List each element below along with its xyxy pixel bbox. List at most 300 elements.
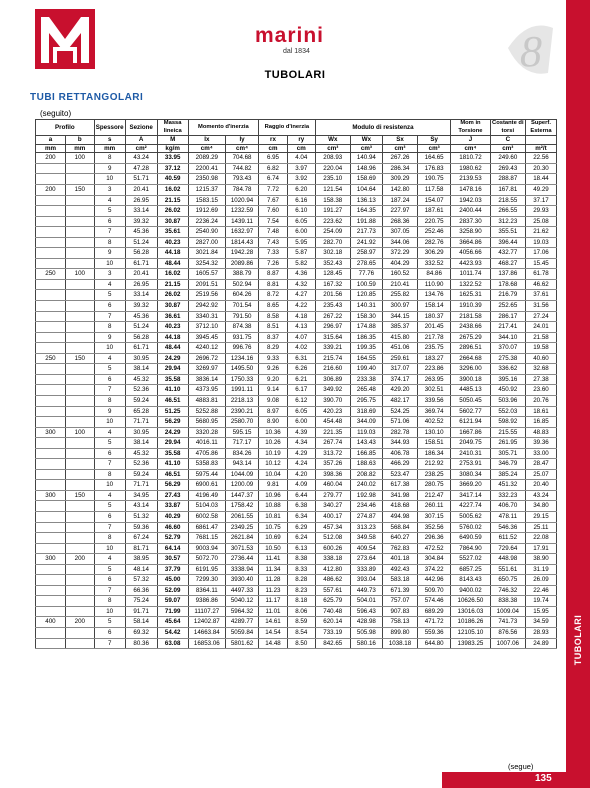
- table-cell: 7.72: [259, 185, 288, 196]
- table-cell: 45.36: [125, 227, 157, 238]
- table-row: [36, 227, 557, 238]
- table-cell: 5040.12: [225, 596, 258, 607]
- table-cell: 4196.49: [188, 490, 225, 501]
- table-cell: 874.38: [225, 322, 258, 333]
- table-cell: 34.95: [125, 490, 157, 501]
- table-cell: 1478.16: [451, 185, 490, 196]
- table-cell: 274.87: [350, 511, 382, 522]
- table-cell: 10.26: [259, 438, 288, 449]
- table-row: [36, 469, 557, 480]
- table-cell: 23.60: [525, 385, 556, 396]
- table-row: [36, 585, 557, 596]
- table-cell: 43.24: [125, 153, 157, 164]
- table-cell: 167.32: [315, 279, 350, 290]
- table-cell: 793.43: [225, 174, 258, 185]
- table-cell: 3.92: [287, 174, 315, 185]
- table-cell: 5: [94, 438, 125, 449]
- table-cell: 344.09: [350, 417, 382, 428]
- table-cell: [36, 480, 66, 491]
- table-cell: 8.18: [287, 596, 315, 607]
- table-cell: 75.24: [125, 596, 157, 607]
- table-cell: 1038.18: [382, 638, 417, 649]
- header-spessore: Spessore: [94, 120, 125, 136]
- table-cell: 66.36: [125, 585, 157, 596]
- table-cell: [36, 174, 66, 185]
- table-row: [36, 596, 557, 607]
- table-cell: [36, 374, 66, 385]
- table-cell: 69.32: [125, 627, 157, 638]
- table-cell: 390.70: [315, 395, 350, 406]
- table-cell: 223.86: [418, 364, 451, 375]
- table-cell: [65, 290, 94, 301]
- side-tab-label: TUBOLARI: [573, 614, 583, 666]
- table-cell: 701.54: [225, 301, 258, 312]
- table-cell: 30.95: [125, 353, 157, 364]
- table-cell: 20.76: [525, 395, 556, 406]
- table-cell: 8.23: [287, 585, 315, 596]
- table-cell: 36.61: [157, 311, 188, 322]
- table-cell: 2410.31: [451, 448, 490, 459]
- table-cell: 3071.53: [225, 543, 258, 554]
- table-cell: 15.95: [525, 606, 556, 617]
- table-cell: 512.08: [315, 533, 350, 544]
- table-cell: [36, 511, 66, 522]
- table-cell: 784.78: [225, 185, 258, 196]
- table-cell: 46.62: [525, 279, 556, 290]
- header-symbol: C: [490, 136, 525, 145]
- table-cell: 128.45: [315, 269, 350, 280]
- table-cell: [65, 174, 94, 185]
- continued-bottom-label: (segue): [508, 762, 534, 771]
- header-symbol: Wx: [315, 136, 350, 145]
- table-cell: 1215.37: [188, 185, 225, 196]
- table-cell: 117.58: [418, 185, 451, 196]
- table-cell: 8.38: [287, 554, 315, 565]
- table-cell: 25.11: [525, 522, 556, 533]
- table-cell: 28.47: [525, 459, 556, 470]
- table-cell: 3269.97: [188, 364, 225, 375]
- table-cell: 4: [94, 490, 125, 501]
- table-cell: 2089.29: [188, 153, 225, 164]
- table-cell: 164.55: [350, 353, 382, 364]
- table-row: [36, 427, 557, 438]
- table-cell: 478.11: [490, 511, 525, 522]
- table-cell: 22.46: [525, 585, 556, 596]
- table-cell: 27.38: [525, 374, 556, 385]
- table-cell: 8.72: [259, 290, 288, 301]
- header-symbol: Ix: [188, 136, 225, 145]
- table-cell: [65, 606, 94, 617]
- table-cell: 650.75: [490, 575, 525, 586]
- table-cell: 11.17: [259, 596, 288, 607]
- header-massa: Massa lineica: [157, 120, 188, 136]
- table-cell: 385.37: [382, 322, 417, 333]
- table-cell: 741.73: [490, 617, 525, 628]
- table-cell: [65, 332, 94, 343]
- table-cell: 158.14: [418, 301, 451, 312]
- table-cell: 10: [94, 480, 125, 491]
- table-cell: 46.51: [157, 395, 188, 406]
- table-cell: 717.17: [225, 438, 258, 449]
- table-cell: 119.03: [350, 427, 382, 438]
- table-cell: 598.92: [490, 417, 525, 428]
- table-cell: 1991.11: [225, 385, 258, 396]
- table-cell: 8.81: [259, 279, 288, 290]
- table-cell: 9.33: [259, 353, 288, 364]
- table-cell: [65, 438, 94, 449]
- section-subtitle: TUBI RETTANGOLARI: [30, 92, 144, 103]
- table-cell: 10: [94, 543, 125, 554]
- table-cell: 7.60: [259, 206, 288, 217]
- table-cell: 406.70: [490, 501, 525, 512]
- table-cell: 4.29: [287, 448, 315, 459]
- table-cell: 557.61: [315, 585, 350, 596]
- table-cell: 449.73: [350, 585, 382, 596]
- table-row: [36, 248, 557, 259]
- table-cell: 200: [36, 185, 66, 196]
- table-cell: 454.48: [315, 417, 350, 428]
- table-cell: 671.39: [382, 585, 417, 596]
- table-cell: 3.97: [287, 163, 315, 174]
- table-cell: 40.59: [157, 174, 188, 185]
- table-cell: 35.61: [157, 227, 188, 238]
- table-cell: 1912.69: [188, 206, 225, 217]
- header-unit: cm²: [125, 144, 157, 153]
- table-cell: 523.47: [382, 469, 417, 480]
- table-cell: 344.06: [382, 237, 417, 248]
- table-cell: 5975.44: [188, 469, 225, 480]
- table-cell: 3340.31: [188, 311, 225, 322]
- table-cell: 217.73: [350, 227, 382, 238]
- table-cell: 56.28: [125, 248, 157, 259]
- table-cell: 1942.28: [225, 248, 258, 259]
- table-cell: 369.74: [418, 406, 451, 417]
- header-symbol: [525, 136, 556, 145]
- header-symbol: ry: [287, 136, 315, 145]
- table-cell: 6.00: [287, 417, 315, 428]
- table-cell: 338.18: [315, 554, 350, 565]
- table-cell: 9400.02: [451, 585, 490, 596]
- table-cell: 6: [94, 216, 125, 227]
- table-cell: 31.19: [525, 564, 556, 575]
- table-cell: 428.98: [350, 617, 382, 628]
- table-cell: 304.84: [418, 554, 451, 565]
- table-cell: 1044.09: [225, 469, 258, 480]
- table-row: [36, 332, 557, 343]
- table-cell: 26.95: [125, 279, 157, 290]
- table-cell: 16.02: [157, 269, 188, 280]
- table-cell: 791.50: [225, 311, 258, 322]
- table-cell: [65, 237, 94, 248]
- table-cell: 48.83: [525, 427, 556, 438]
- table-cell: [65, 258, 94, 269]
- table-cell: 7: [94, 227, 125, 238]
- table-cell: 41.10: [157, 459, 188, 470]
- table-cell: [65, 501, 94, 512]
- header-momento: Momento d'inerzia: [188, 120, 258, 136]
- table-cell: 442.96: [418, 575, 451, 586]
- table-cell: 14663.84: [188, 627, 225, 638]
- table-cell: [36, 406, 66, 417]
- table-cell: 10.12: [259, 459, 288, 470]
- table-cell: 16.85: [525, 417, 556, 428]
- table-row: [36, 185, 557, 196]
- table-cell: 158.30: [350, 311, 382, 322]
- table-cell: 64.14: [157, 543, 188, 554]
- table-cell: 56.29: [157, 417, 188, 428]
- table-cell: 344.15: [382, 311, 417, 322]
- table-cell: 600.26: [315, 543, 350, 554]
- table-cell: 372.29: [382, 248, 417, 259]
- table-cell: 275.38: [490, 353, 525, 364]
- table-cell: 8.50: [287, 638, 315, 649]
- table-cell: 486.62: [315, 575, 350, 586]
- table-cell: 180.37: [418, 311, 451, 322]
- table-cell: 6: [94, 575, 125, 586]
- table-cell: 14.61: [259, 617, 288, 628]
- table-cell: 20.40: [525, 480, 556, 491]
- table-cell: 3258.90: [451, 227, 490, 238]
- table-cell: 1667.86: [451, 427, 490, 438]
- table-cell: 2061.55: [225, 511, 258, 522]
- table-cell: 221.35: [315, 427, 350, 438]
- table-cell: 1910.39: [451, 301, 490, 312]
- table-cell: 52.09: [157, 585, 188, 596]
- table-cell: 640.27: [382, 533, 417, 544]
- table-cell: 26.95: [125, 195, 157, 206]
- table-cell: 8.29: [259, 343, 288, 354]
- table-cell: 6.20: [287, 185, 315, 196]
- table-cell: 8364.11: [188, 585, 225, 596]
- table-cell: 5.87: [287, 248, 315, 259]
- table-cell: 38.14: [125, 364, 157, 375]
- table-cell: [65, 480, 94, 491]
- table-cell: 238.25: [418, 469, 451, 480]
- table-cell: 4.22: [287, 301, 315, 312]
- table-cell: 200: [65, 554, 94, 565]
- table-row: [36, 163, 557, 174]
- table-cell: 1750.33: [225, 374, 258, 385]
- table-cell: 5: [94, 206, 125, 217]
- table-cell: 1439.11: [225, 216, 258, 227]
- table-cell: 286.17: [490, 311, 525, 322]
- table-cell: 43.24: [525, 490, 556, 501]
- table-cell: [65, 596, 94, 607]
- table-cell: [65, 575, 94, 586]
- table-cell: 288.87: [490, 174, 525, 185]
- table-cell: 388.79: [225, 269, 258, 280]
- table-cell: 186.35: [350, 332, 382, 343]
- table-row: [36, 448, 557, 459]
- table-row: [36, 438, 557, 449]
- table-cell: 3930.40: [225, 575, 258, 586]
- table-cell: 315.64: [315, 332, 350, 343]
- table-cell: [36, 638, 66, 649]
- table-cell: 2181.58: [451, 311, 490, 322]
- table-cell: [36, 448, 66, 459]
- table-cell: 51.25: [157, 406, 188, 417]
- table-cell: 611.52: [490, 533, 525, 544]
- table-cell: 38.95: [125, 554, 157, 565]
- table-cell: 43.14: [125, 501, 157, 512]
- table-cell: [65, 543, 94, 554]
- table-cell: 11.28: [259, 575, 288, 586]
- table-cell: 306.89: [315, 374, 350, 385]
- header-symbol: s: [94, 136, 125, 145]
- table-cell: 227.97: [382, 206, 417, 217]
- table-cell: 154.07: [418, 195, 451, 206]
- table-cell: 61.71: [125, 258, 157, 269]
- table-cell: 10.69: [259, 533, 288, 544]
- table-cell: 2540.90: [188, 227, 225, 238]
- table-cell: 9.81: [259, 480, 288, 491]
- table-row: [36, 290, 557, 301]
- table-cell: 4: [94, 554, 125, 565]
- table-cell: 505.98: [350, 627, 382, 638]
- table-cell: 907.83: [382, 606, 417, 617]
- table-cell: 7681.15: [188, 533, 225, 544]
- table-cell: 451.32: [490, 480, 525, 491]
- header-symbol-row: [36, 136, 557, 145]
- table-cell: 349.58: [350, 533, 382, 544]
- table-cell: 59.36: [125, 522, 157, 533]
- table-cell: 8: [94, 322, 125, 333]
- table-cell: 14.48: [259, 638, 288, 649]
- table-cell: 4705.86: [188, 448, 225, 459]
- table-cell: 10.88: [259, 501, 288, 512]
- table-cell: 503.96: [490, 395, 525, 406]
- table-cell: 746.32: [490, 585, 525, 596]
- table-cell: 51.71: [125, 174, 157, 185]
- table-cell: 282.76: [418, 237, 451, 248]
- header-unit: cm⁴: [225, 144, 258, 153]
- table-cell: 2350.98: [188, 174, 225, 185]
- table-cell: 5: [94, 501, 125, 512]
- table-cell: 30.95: [125, 427, 157, 438]
- table-row: [36, 417, 557, 428]
- table-cell: 6.82: [259, 163, 288, 174]
- table-cell: 8.06: [287, 606, 315, 617]
- table-cell: 199.35: [350, 343, 382, 354]
- table-cell: 174.88: [350, 322, 382, 333]
- table-cell: 5: [94, 564, 125, 575]
- table-cell: 2390.21: [225, 406, 258, 417]
- table-row: [36, 385, 557, 396]
- table-cell: 12105.10: [451, 627, 490, 638]
- header-symbol: rx: [259, 136, 288, 145]
- table-cell: 352.43: [315, 258, 350, 269]
- table-cell: 6: [94, 374, 125, 385]
- table-cell: 33.00: [525, 448, 556, 459]
- table-cell: 4056.66: [451, 248, 490, 259]
- table-cell: 307.15: [418, 511, 451, 522]
- table-cell: 9: [94, 406, 125, 417]
- table-cell: 2091.51: [188, 279, 225, 290]
- table-cell: 1007.06: [490, 638, 525, 649]
- table-cell: 402.52: [418, 417, 451, 428]
- table-cell: 5964.32: [225, 606, 258, 617]
- table-cell: 6.10: [287, 206, 315, 217]
- table-cell: 834.26: [225, 448, 258, 459]
- header-torsione: Mom in Torsione: [451, 120, 490, 136]
- table-cell: [36, 311, 66, 322]
- table-cell: 266.55: [490, 206, 525, 217]
- table-cell: 30.57: [157, 554, 188, 565]
- table-cell: 432.77: [490, 248, 525, 259]
- table-cell: 45.32: [125, 374, 157, 385]
- table-cell: 504.01: [350, 596, 382, 607]
- table-cell: 398.36: [315, 469, 350, 480]
- table-cell: 2400.44: [451, 206, 490, 217]
- table-cell: 2236.24: [188, 216, 225, 227]
- table-cell: 1605.57: [188, 269, 225, 280]
- table-cell: 190.75: [418, 174, 451, 185]
- table-cell: 10: [94, 174, 125, 185]
- table-cell: 546.36: [490, 522, 525, 533]
- table-cell: 67.24: [125, 533, 157, 544]
- table-cell: 580.16: [350, 638, 382, 649]
- table-cell: 8.97: [259, 406, 288, 417]
- table-cell: 7299.30: [188, 575, 225, 586]
- table-cell: 2896.51: [451, 343, 490, 354]
- table-cell: 309.29: [382, 174, 417, 185]
- header-unit: cm⁴: [188, 144, 225, 153]
- table-cell: 460.04: [315, 480, 350, 491]
- table-cell: 6857.25: [451, 564, 490, 575]
- table-cell: 63.08: [157, 638, 188, 649]
- table-cell: 25.08: [525, 216, 556, 227]
- header-symbol: Sy: [418, 136, 451, 145]
- table-row: [36, 322, 557, 333]
- table-cell: 5: [94, 290, 125, 301]
- table-cell: 1583.15: [188, 195, 225, 206]
- table-cell: 3945.45: [188, 332, 225, 343]
- table-cell: [65, 311, 94, 322]
- table-cell: 2736.44: [225, 554, 258, 565]
- table-cell: 158.38: [315, 195, 350, 206]
- table-cell: [36, 533, 66, 544]
- table-cell: 56.29: [157, 480, 188, 491]
- table-cell: 216.60: [315, 364, 350, 375]
- table-row: [36, 554, 557, 565]
- header-symbol: Sx: [382, 136, 417, 145]
- table-cell: 295.75: [350, 395, 382, 406]
- table-cell: 26.02: [157, 290, 188, 301]
- table-cell: 1980.62: [451, 163, 490, 174]
- table-cell: [65, 227, 94, 238]
- header-symbol: Wx: [350, 136, 382, 145]
- table-cell: 2349.25: [225, 522, 258, 533]
- table-cell: 5059.84: [225, 627, 258, 638]
- table-cell: [36, 163, 66, 174]
- table-cell: 19.74: [525, 596, 556, 607]
- table-cell: 188.63: [350, 459, 382, 470]
- page-title: TUBOLARI: [264, 69, 326, 81]
- table-cell: 3080.34: [451, 469, 490, 480]
- table-cell: 1758.42: [225, 501, 258, 512]
- table-cell: 51.32: [125, 511, 157, 522]
- table-cell: 8.59: [287, 617, 315, 628]
- table-cell: 2519.56: [188, 290, 225, 301]
- header-group-row: [36, 120, 557, 136]
- table-cell: 282.70: [315, 237, 350, 248]
- header-profilo: Profilo: [36, 120, 95, 136]
- table-cell: 3417.14: [451, 490, 490, 501]
- table-cell: 187.24: [382, 195, 417, 206]
- table-cell: 24.29: [157, 353, 188, 364]
- table-cell: 307.05: [382, 227, 417, 238]
- table-cell: [65, 163, 94, 174]
